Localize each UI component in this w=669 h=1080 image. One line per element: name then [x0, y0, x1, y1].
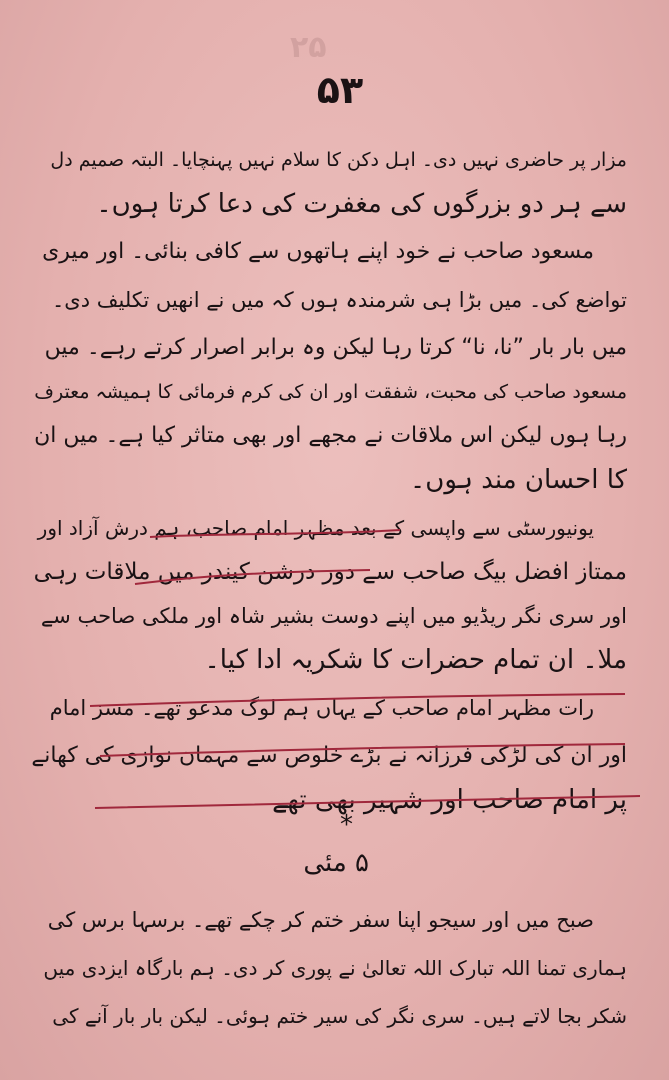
date-heading: ۵ مئی [303, 848, 369, 878]
pen-underline [95, 796, 640, 808]
pen-underline [100, 744, 625, 756]
text-line: تواضع کی۔ میں بڑا ہی شرمندہ ہوں کہ میں نے انھیں تکلیف دی۔ [51, 288, 627, 312]
page-number: ۵۳ [316, 68, 364, 112]
text-line: یونیورسٹی سے واپسی کے بعد مظہر امام صاحب، ہم درش آزاد اور [37, 516, 594, 540]
text-line: صبح میں اور سیجو اپنا سفر ختم کر چکے تھے۔ برسہا برس کی [47, 908, 594, 932]
text-line: شکر بجا لاتے ہیں۔ سری نگر کی سیر ختم ہوئی۔ لیکن بار بار آنے کی [52, 1004, 627, 1028]
text-line: کا احسان مند ہوں۔ [409, 465, 627, 495]
pen-underline [90, 694, 625, 706]
bleed-through-page-number: ۲۵ [290, 30, 327, 65]
text-line: سے ہر دو بزرگوں کی مغفرت کی دعا کرتا ہوں۔ [96, 189, 627, 219]
text-line: رات مظہر امام صاحب کے یہاں ہم لوگ مدعو تھے۔ مسز امام [49, 696, 594, 720]
text-line: مسعود صاحب کی محبت، شفقت اور ان کی کرم فرمائی کا ہمیشہ معترف [34, 381, 627, 403]
text-line: پر امام صاحب اور شہیر بھی تھے [272, 785, 627, 815]
text-line: مسعود صاحب نے خود اپنے ہاتھوں سے کافی بنائی۔ اور میری [42, 239, 594, 264]
section-separator: * [340, 810, 353, 840]
text-line: ممتاز افضل بیگ صاحب سے دور درشن کیندر میں ملاقات رہی [33, 559, 627, 585]
text-line: رہا ہوں لیکن اس ملاقات نے مجھے اور بھی متاثر کیا ہے۔ میں ان [34, 423, 627, 448]
text-line: اور سری نگر ریڈیو میں اپنے دوست بشیر شاہ اور ملکی صاحب سے [40, 604, 627, 628]
text-line: ملا۔ ان تمام حضرات کا شکریہ ادا کیا۔ [204, 645, 627, 675]
text-line: مزار پر حاضری نہیں دی۔ اہل دکن کا سلام نہیں پہنچایا۔ البتہ صمیم دل [50, 149, 627, 171]
text-line: اور ان کی لڑکی فرزانہ نے بڑے خلوص سے مہمان نوازی کی کھانے [31, 743, 627, 768]
pen-underline [135, 570, 370, 584]
pen-underline [150, 530, 400, 537]
text-line: ہماری تمنا اللہ تبارک اللہ تعالیٰ نے پوری کر دی۔ ہم بارگاہ ایزدی میں [43, 956, 627, 980]
text-line: میں بار بار ”نا، نا“ کرتا رہا لیکن وہ برابر اصرار کرتے رہے۔ میں [44, 335, 627, 360]
